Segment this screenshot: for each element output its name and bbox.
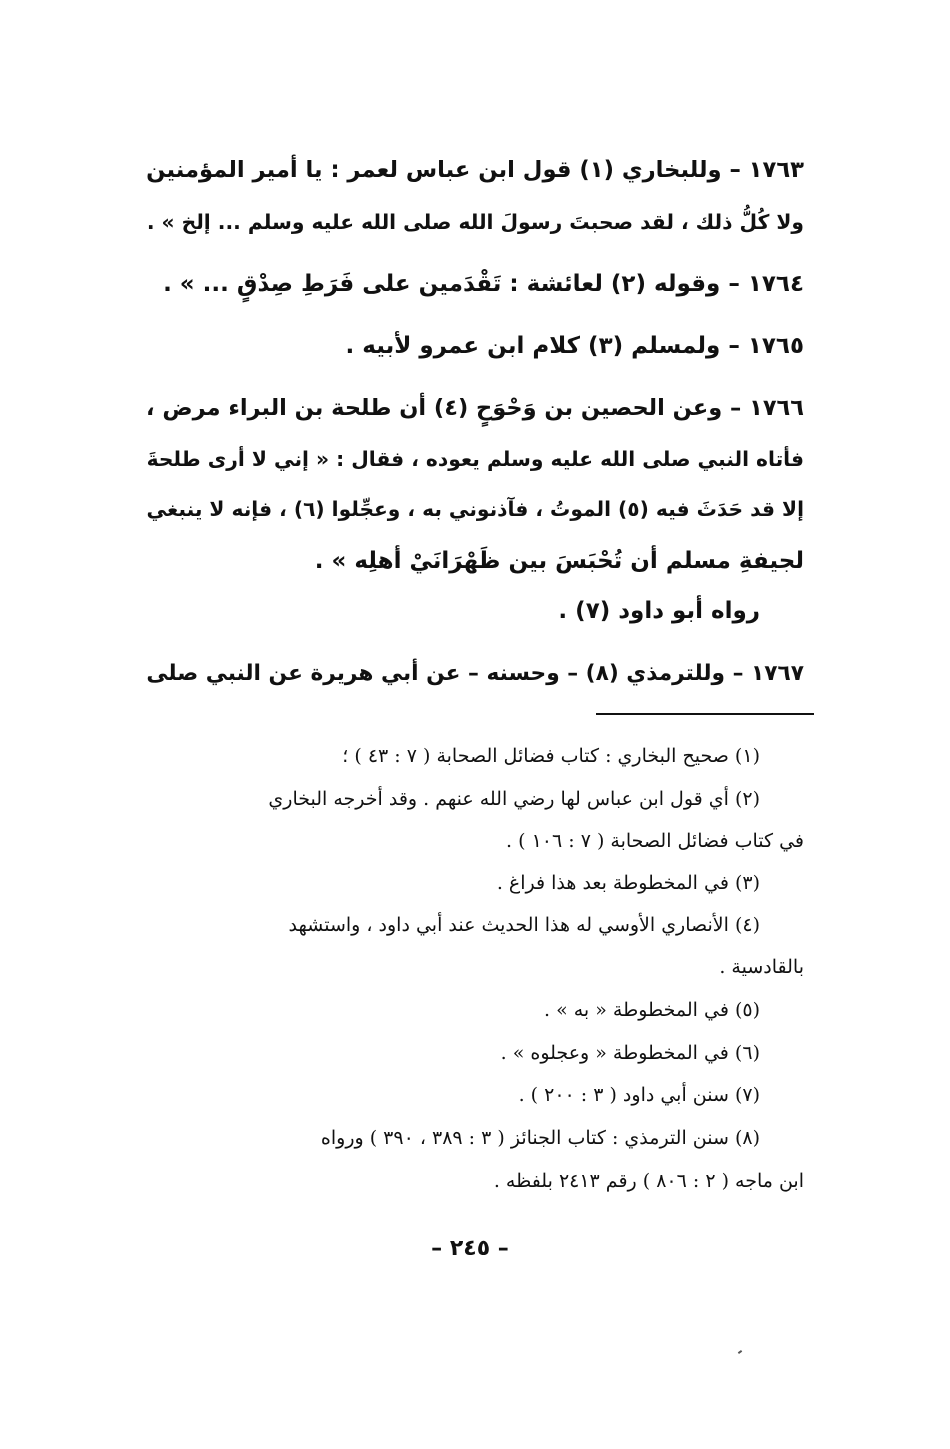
footnote-7: (٧) سنن أبي داود ( ٣ : ٢٠٠ ) .	[518, 1084, 760, 1106]
footnote-3: (٣) في المخطوطة بعد هذا فراغ .	[496, 872, 760, 894]
footnote-4-line-2: بالقادسية .	[719, 956, 804, 978]
footnote-separator	[596, 713, 814, 715]
footnote-8-line-2: ابن ماجه ( ٢ : ٨٠٦ ) رقم ٢٤١٣ بلفظه .	[493, 1170, 804, 1192]
footnote-1: (١) صحيح البخاري : كتاب فضائل الصحابة ( ٧ : ٤٣ ) ؛	[342, 745, 760, 767]
hadith-1766-narration: رواه أبو داود (٧) .	[558, 598, 760, 624]
hadith-1766-line-1: ١٧٦٦ – وعن الحصين بن وَحْوَحٍ (٤) أن طلحة بن البراء مرض ،	[145, 395, 804, 421]
scan-speck	[738, 1350, 742, 1354]
footnote-2-line-2: في كتاب فضائل الصحابة ( ٧ : ١٠٦ ) .	[506, 830, 804, 852]
hadith-1764-line-1: ١٧٦٤ – وقوله (٢) لعائشة : تَقْدَمين على فَرَطِ صِدْقٍ ... » .	[163, 271, 804, 297]
hadith-1763-line-1: ١٧٦٣ – وللبخاري (١) قول ابن عباس لعمر : يا أمير المؤمنين	[146, 157, 804, 183]
footnote-8-line-1: (٨) سنن الترمذي : كتاب الجنائز ( ٣ : ٣٨٩ ، ٣٩٠ ) ورواه	[320, 1127, 760, 1149]
hadith-1766-line-3: إلا قد حَدَثَ فيه (٥) الموتُ ، فآذنوني به ، وعجِّلوا (٦) ، فإنه لا ينبغي	[146, 497, 804, 521]
footnote-5: (٥) في المخطوطة « به » .	[544, 999, 760, 1021]
hadith-1765-line-1: ١٧٦٥ – ولمسلم (٣) كلام ابن عمرو لأبيه .	[345, 333, 804, 359]
page-number: – ٢٤٥ –	[431, 1236, 509, 1261]
hadith-1766-line-4: لجيفةِ مسلم أن تُحْبَسَ بين ظَهْرَانَيْ أهلِه » .	[314, 548, 804, 574]
footnote-4-line-1: (٤) الأنصاري الأوسي له هذا الحديث عند أبي داود ، واستشهد	[288, 914, 760, 936]
footnote-2-line-1: (٢) أي قول ابن عباس لها رضي الله عنهم . وقد أخرجه البخاري	[268, 788, 760, 810]
hadith-1766-line-2: فأتاه النبي صلى الله عليه وسلم يعوده ، فقال : « إني لا أرى طلحةَ	[146, 447, 804, 471]
hadith-1763-line-2: ولا كُلُّ ذلك ، لقد صحبتَ رسولَ الله صلى الله عليه وسلم ... إلخ » .	[146, 210, 804, 234]
footnote-6: (٦) في المخطوطة « وعجلوه » .	[500, 1042, 760, 1064]
hadith-1767-line-1: ١٧٦٧ – وللترمذي (٨) – وحسنه – عن أبي هريرة عن النبي صلى	[146, 661, 804, 686]
